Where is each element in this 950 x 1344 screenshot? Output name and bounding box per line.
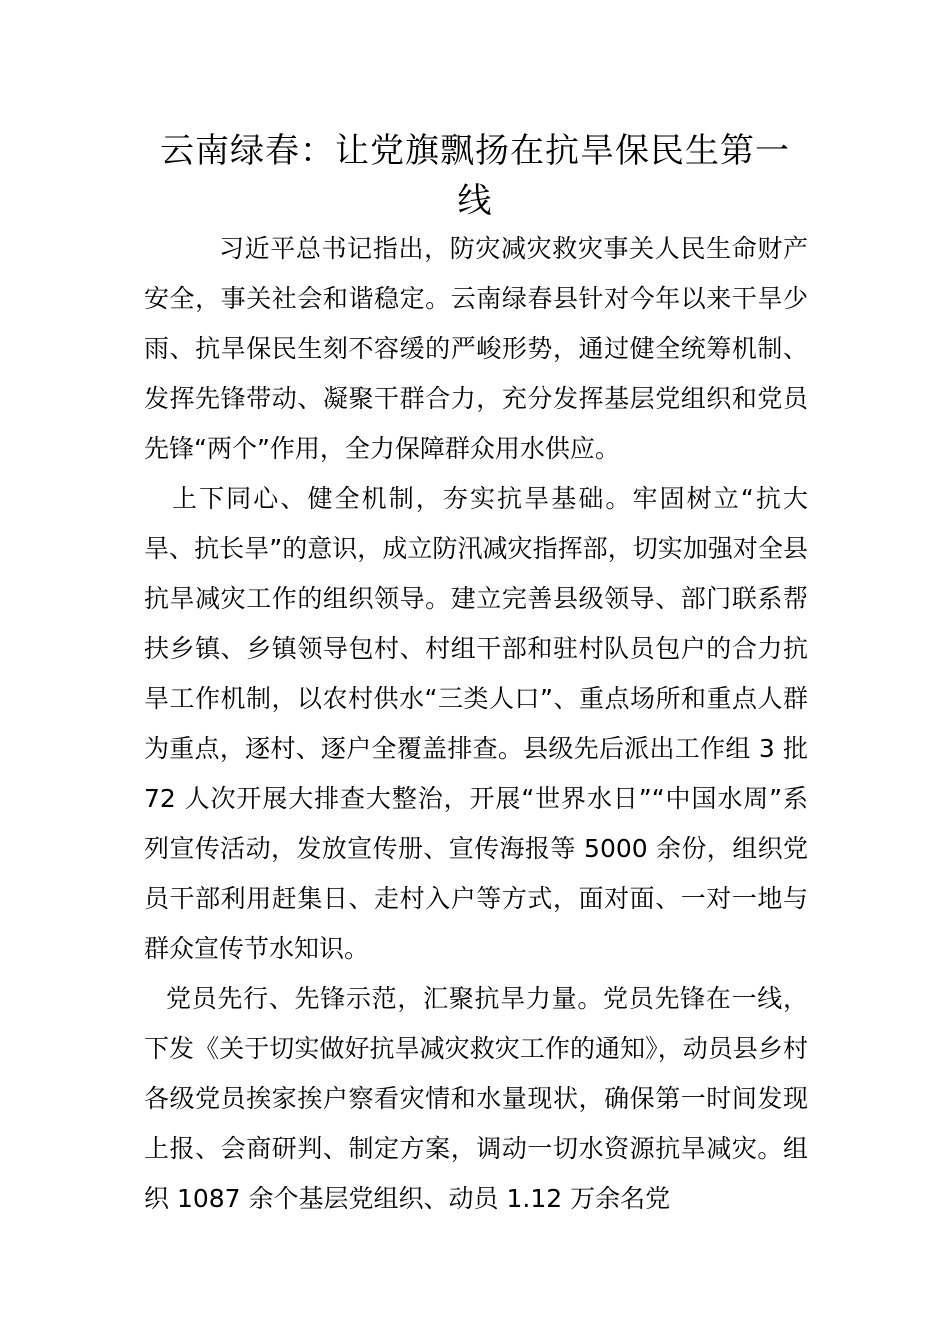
paragraph-mechanism: 上下同心、健全机制，夯实抗旱基础。牢固树立“抗大旱、抗长旱”的意识，成立防汛减灾指挥部，切实加强对全县抗旱减灾工作的组织领导。建立完善县级领导、部门联系帮扶乡镇、乡镇领导包村、村组干部和驻村队员包户的合力抗旱工作机制，以农村供水“三类人口”、重点场所和重点人群为重点，逐村、逐户全覆盖排查。县级先后派出工作组 3 批 72 人次开展大排查大整治，开展“世界水日”“中国水周”系列宣传活动，发放宣传册、宣传海报等 5000 余份，组织党员干部利用赶集日、走村入户等方式，面对面、一对一地与群众宣传节水知识。 (144, 484, 808, 963)
paragraph-intro: 习近平总书记指出，防灾减灾救灾事关人民生命财产安全，事关社会和谐稳定。云南绿春县针对今年以来干旱少雨、抗旱保民生刻不容缓的严峻形势，通过健全统筹机制、发挥先锋带动、凝聚干群合力，充分发挥基层党组织和党员先锋“两个”作用，全力保障群众用水供应。 (144, 234, 808, 463)
paragraph-party-members: 党员先行、先锋示范，汇聚抗旱力量。党员先锋在一线，下发《关于切实做好抗旱减灾救灾工作的通知》，动员县乡村各级党员挨家挨户察看灾情和水量现状，确保第一时间发现上报、会商研判、制定方案，调动一切水资源抗旱减灾。组织 1087 余个基层党组织、动员 1.12 万余名党 (144, 984, 808, 1213)
document-body (144, 224, 808, 1224)
document-title: 云南绿春：让党旗飘扬在抗旱保民生第一线 (160, 131, 790, 221)
